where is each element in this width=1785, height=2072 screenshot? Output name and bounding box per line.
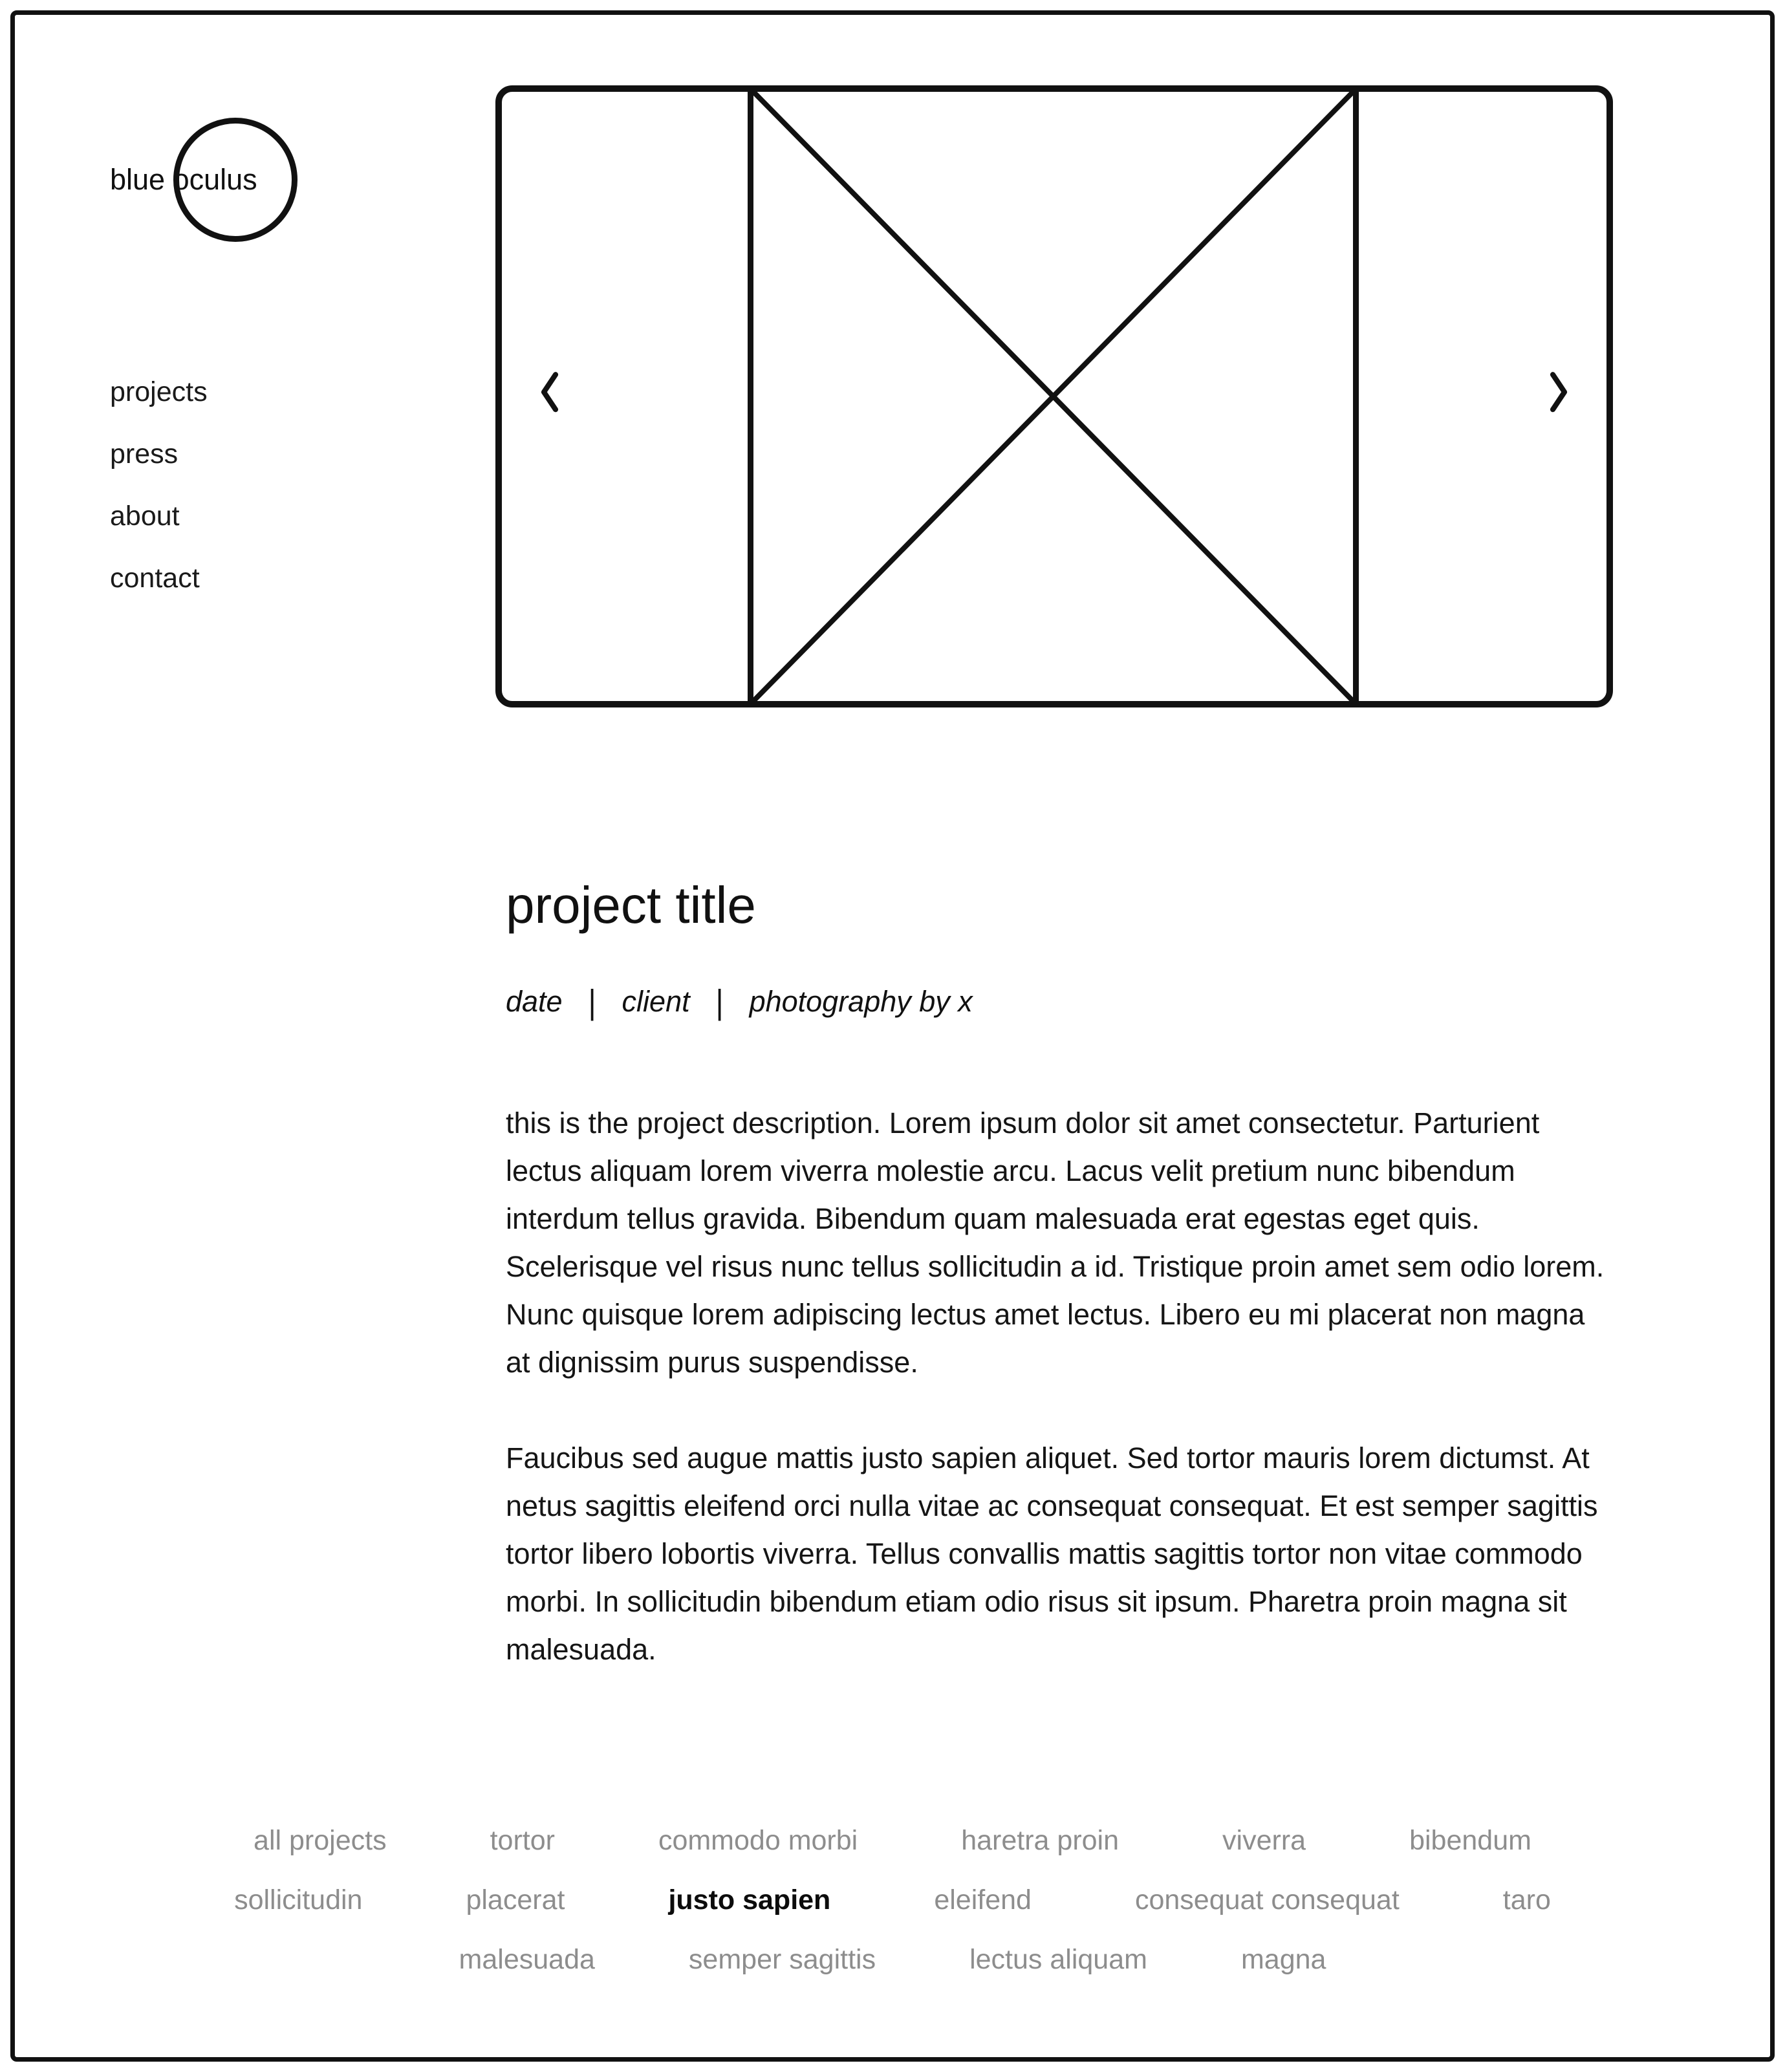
carousel-next-button[interactable]: [1539, 367, 1578, 419]
tag-link[interactable]: bibendum: [1409, 1825, 1531, 1856]
carousel-prev-button[interactable]: [530, 367, 569, 419]
tag-row-1: [65, 1811, 1720, 1870]
tag-link[interactable]: haretra proin: [961, 1825, 1120, 1856]
chevron-left-icon: [536, 369, 564, 418]
tag-link[interactable]: lectus aliquam: [969, 1944, 1147, 1975]
nav-link[interactable]: contact: [110, 563, 200, 594]
tag-link[interactable]: sollicitudin: [234, 1884, 363, 1916]
carousel-divider-left: [748, 92, 753, 701]
tag-link[interactable]: malesuada: [459, 1944, 595, 1975]
logo-text[interactable]: blue oculus: [110, 163, 257, 196]
meta-separator: |: [715, 982, 724, 1021]
nav-link[interactable]: press: [110, 438, 178, 469]
tag-link[interactable]: semper sagittis: [688, 1944, 876, 1975]
project-credit: photography by x: [749, 985, 973, 1018]
tag-link[interactable]: justo sapien: [668, 1884, 831, 1916]
chevron-right-icon: [1544, 369, 1573, 418]
tag-link[interactable]: tortor: [490, 1825, 555, 1856]
page-title: project title: [506, 876, 756, 934]
project-date: date: [506, 985, 563, 1018]
tag-cloud: [0, 1811, 1785, 1989]
meta-separator: |: [588, 982, 596, 1021]
tag-link[interactable]: placerat: [466, 1884, 565, 1916]
tag-row-2: [65, 1870, 1720, 1930]
tag-row-3: [65, 1930, 1720, 1989]
nav-link[interactable]: about: [110, 501, 180, 532]
tag-link[interactable]: viverra: [1222, 1825, 1306, 1856]
tag-link[interactable]: eleifend: [934, 1884, 1032, 1916]
project-meta: [506, 983, 973, 1020]
description-paragraph: this is the project description. Lorem ipsum dolor sit amet consectetur. Parturient lectus aliquam lorem viverra molestie arcu. Lacus velit pretium nunc bibendum interdum tellus gravida. Bibendum quam malesuada erat egestas eget quis. Scelerisque vel risus nunc tellus sollicitudin a id. Tristique proin amet sem odio lorem. Nunc quisque lorem adipiscing lectus amet lectus. Libero eu mi placerat non magna at dignissim purus suspendisse.: [506, 1106, 1605, 1379]
logo-circle-mark: [173, 118, 298, 242]
tag-link[interactable]: commodo morbi: [658, 1825, 858, 1856]
tag-link[interactable]: consequat consequat: [1134, 1884, 1400, 1916]
image-carousel: [495, 85, 1613, 707]
project-client: client: [622, 985, 690, 1018]
sidebar-nav: [110, 378, 208, 592]
image-x-placeholder-icon: [753, 92, 1353, 701]
carousel-divider-right: [1353, 92, 1359, 701]
project-description: [506, 1099, 1613, 1721]
nav-link[interactable]: projects: [110, 376, 208, 407]
description-paragraph: Faucibus sed augue mattis justo sapien aliquet. Sed tortor mauris lorem dictumst. At netus sagittis eleifend orci nulla vitae ac consequat consequat. Et est semper sagittis tortor libero lobortis viverra. Tellus convallis mattis sagittis tortor non vitae commodo morbi. In sollicitudin bibendum etiam odio risus sit ipsum. Pharetra proin magna sit malesuada.: [506, 1441, 1598, 1666]
tag-link[interactable]: all projects: [254, 1825, 387, 1856]
tag-link[interactable]: taro: [1502, 1884, 1551, 1916]
tag-link[interactable]: magna: [1240, 1944, 1326, 1975]
